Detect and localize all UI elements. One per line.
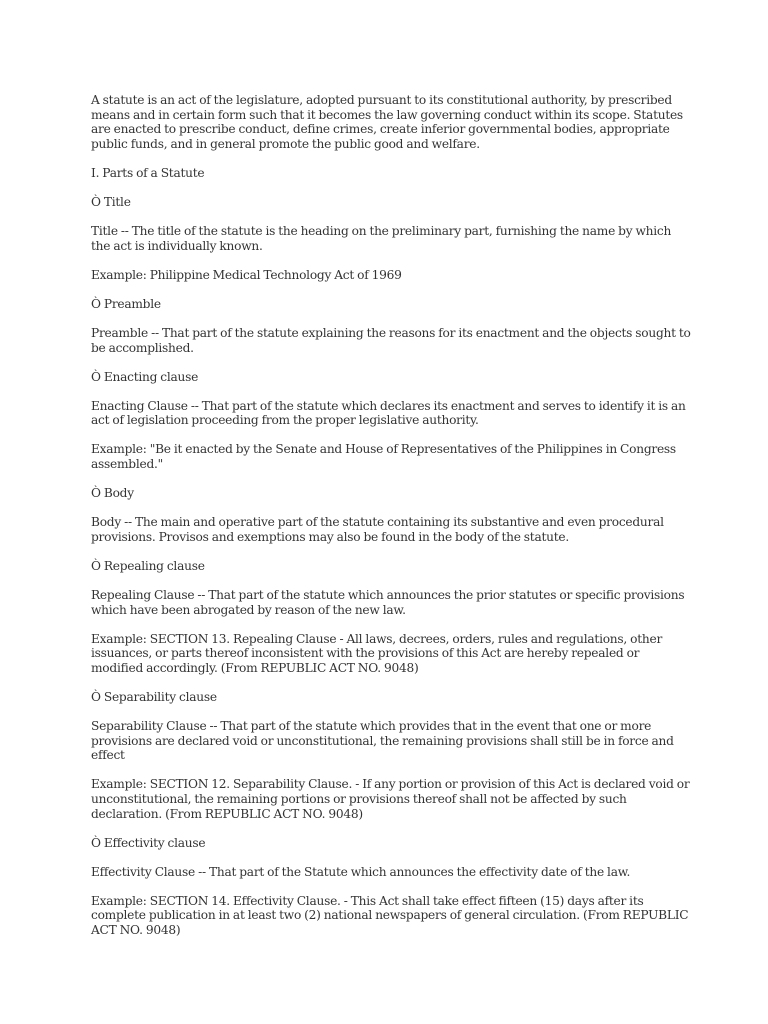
part-heading-title: Ò Title [91,194,131,209]
repealing-clause-example: Example: SECTION 13. Repealing Clause - All laws, decrees, orders, rules and regulations, other issuances, or parts thereof inconsistent with the provisions of this Act are hereby repealed or modified accordingly. (From REPUBLIC ACT NO. 9048) [91,631,663,675]
part-heading-body: Ò Body [91,486,134,501]
part-heading-effectivity-clause: Ò Effectivity clause [91,835,206,850]
part-heading-separability-clause: Ò Separability clause [91,689,217,704]
enacting-clause-example: Example: "Be it enacted by the Senate and House of Representatives of the Philippines in Congress assembled." [91,442,676,471]
title-definition: Title -- The title of the statute is the heading on the preliminary part, furnishing the name by which the act is individually known. [91,224,672,253]
separability-clause-example: Example: SECTION 12. Separability Clause. - If any portion or provision of this Act is declared void or unconstitutional, the remaining portions or provisions thereof shall not be affected by such declaration. (From REPUBLIC ACT NO. 9048) [91,777,690,821]
part-heading-preamble: Ò Preamble [91,296,161,311]
effectivity-clause-definition: Effectivity Clause -- That part of the Statute which announces the effectivity date of the law. [91,864,631,879]
title-example: Example: Philippine Medical Technology Act of 1969 [91,267,402,282]
enacting-clause-definition: Enacting Clause -- That part of the statute which declares its enactment and serves to identify it is an act of legislation proceeding from the proper legislative authority. [91,398,686,428]
repealing-clause-definition: Repealing Clause -- That part of the statute which announces the prior statutes or specific provisions which have been abrogated by reason of the new law. [91,587,685,617]
section-heading: I. Parts of a Statute [91,165,205,180]
document-page [91,93,691,952]
effectivity-clause-example: Example: SECTION 14. Effectivity Clause. - This Act shall take effect fifteen (15) days after its complete publication in at least two (2) national newspapers of general circulation. (From REPUBLIC ACT NO. 9048) [91,893,689,937]
intro-paragraph: A statute is an act of the legislature, adopted pursuant to its constitutional authority, by prescribed means and in certain form such that it becomes the law governing conduct within its scope. Statutes are enacted to prescribe conduct, define crimes, create inferior governmental bodies, appropriate public funds, and in general promote the public good and welfare. [91,93,683,151]
separability-clause-definition: Separability Clause -- That part of the statute which provides that in the event that one or more provisions are declared void or unconstitutional, the remaining provisions shall still be in force and effect [91,719,674,763]
part-heading-repealing-clause: Ò Repealing clause [91,558,205,573]
preamble-definition: Preamble -- That part of the statute explaining the reasons for its enactment and the objects sought to be accomplished. [91,325,691,355]
body-definition: Body -- The main and operative part of the statute containing its substantive and even procedural provisions. Provisos and exemptions may also be found in the body of the statute. [91,515,664,544]
part-heading-enacting-clause: Ò Enacting clause [91,369,199,384]
